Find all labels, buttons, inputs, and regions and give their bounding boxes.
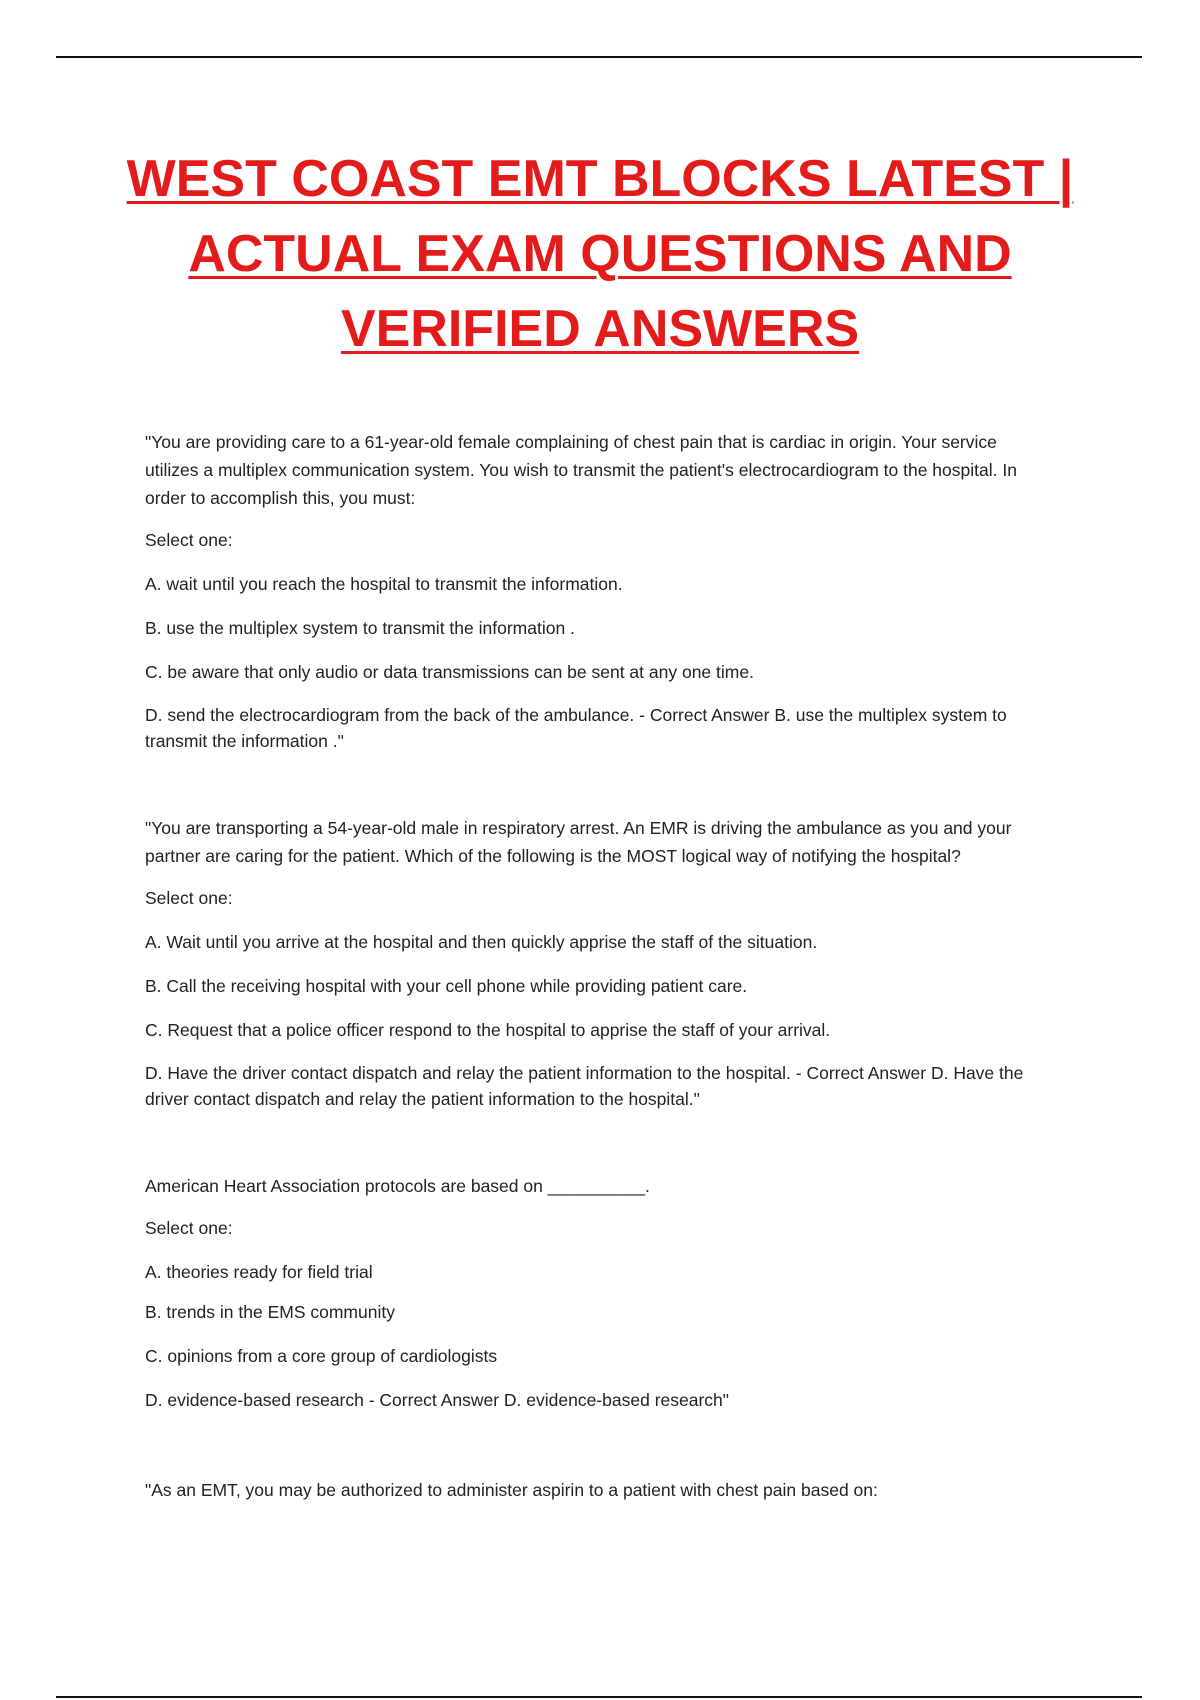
question-block — [145, 1172, 1045, 1414]
question-block — [145, 814, 1045, 1112]
spacer — [145, 1112, 1045, 1172]
title-line: ACTUAL EXAM QUESTIONS AND — [188, 225, 1012, 283]
question-stem: "You are transporting a 54-year-old male in respiratory arrest. An EMR is driving the ambulance as you and your partner are caring for the patient. Which of the following is the MOST logical way of notifying the hospital? — [145, 818, 1012, 866]
title-line: VERIFIED ANSWERS — [340, 300, 860, 358]
answer-option: A. theories ready for field trial — [145, 1262, 373, 1282]
question-stem: American Heart Association protocols are based on __________. — [145, 1176, 650, 1196]
question-stem: "You are providing care to a 61-year-old female complaining of chest pain that is cardiac in origin. Your service utilizes a multiplex communication system. You wish to transmit the patient's electrocardiogram to the hospital. In order to accomplish this, you must: — [145, 432, 1017, 508]
select-one-label: Select one: — [145, 530, 233, 550]
document-title — [60, 142, 1140, 367]
answer-option-with-correct-answer: D. Have the driver contact dispatch and relay the patient information to the hospital. - Correct Answer D. Have the driver contact dispatch and relay the patient information to the hospital." — [145, 1063, 1024, 1109]
bottom-rule — [56, 1696, 1142, 1698]
answer-option-with-correct-answer: D. send the electrocardiogram from the back of the ambulance. - Correct Answer B. use the multiplex system to transmit the information ." — [145, 705, 1007, 751]
answer-option-with-correct-answer: D. evidence-based research - Correct Answer D. evidence-based research" — [145, 1390, 729, 1410]
question-block — [145, 428, 1045, 754]
title-line: WEST COAST EMT BLOCKS LATEST | — [126, 150, 1074, 208]
answer-option: B. Call the receiving hospital with your cell phone while providing patient care. — [145, 976, 748, 996]
document-body — [145, 428, 1045, 1518]
question-stem: "As an EMT, you may be authorized to administer aspirin to a patient with chest pain based on: — [145, 1480, 878, 1500]
top-rule — [56, 56, 1142, 58]
answer-option: B. use the multiplex system to transmit the information . — [145, 618, 575, 638]
spacer — [145, 1414, 1045, 1476]
answer-option: C. be aware that only audio or data transmissions can be sent at any one time. — [145, 662, 754, 682]
answer-option: B. trends in the EMS community — [145, 1302, 395, 1322]
answer-option: A. Wait until you arrive at the hospital and then quickly apprise the staff of the situation. — [145, 932, 818, 952]
answer-option: C. Request that a police officer respond to the hospital to apprise the staff of your arrival. — [145, 1020, 831, 1040]
question-block — [145, 1476, 1045, 1504]
select-one-label: Select one: — [145, 1218, 233, 1238]
spacer — [145, 754, 1045, 814]
answer-option: A. wait until you reach the hospital to transmit the information. — [145, 574, 623, 594]
select-one-label: Select one: — [145, 888, 233, 908]
answer-option: C. opinions from a core group of cardiologists — [145, 1346, 498, 1366]
